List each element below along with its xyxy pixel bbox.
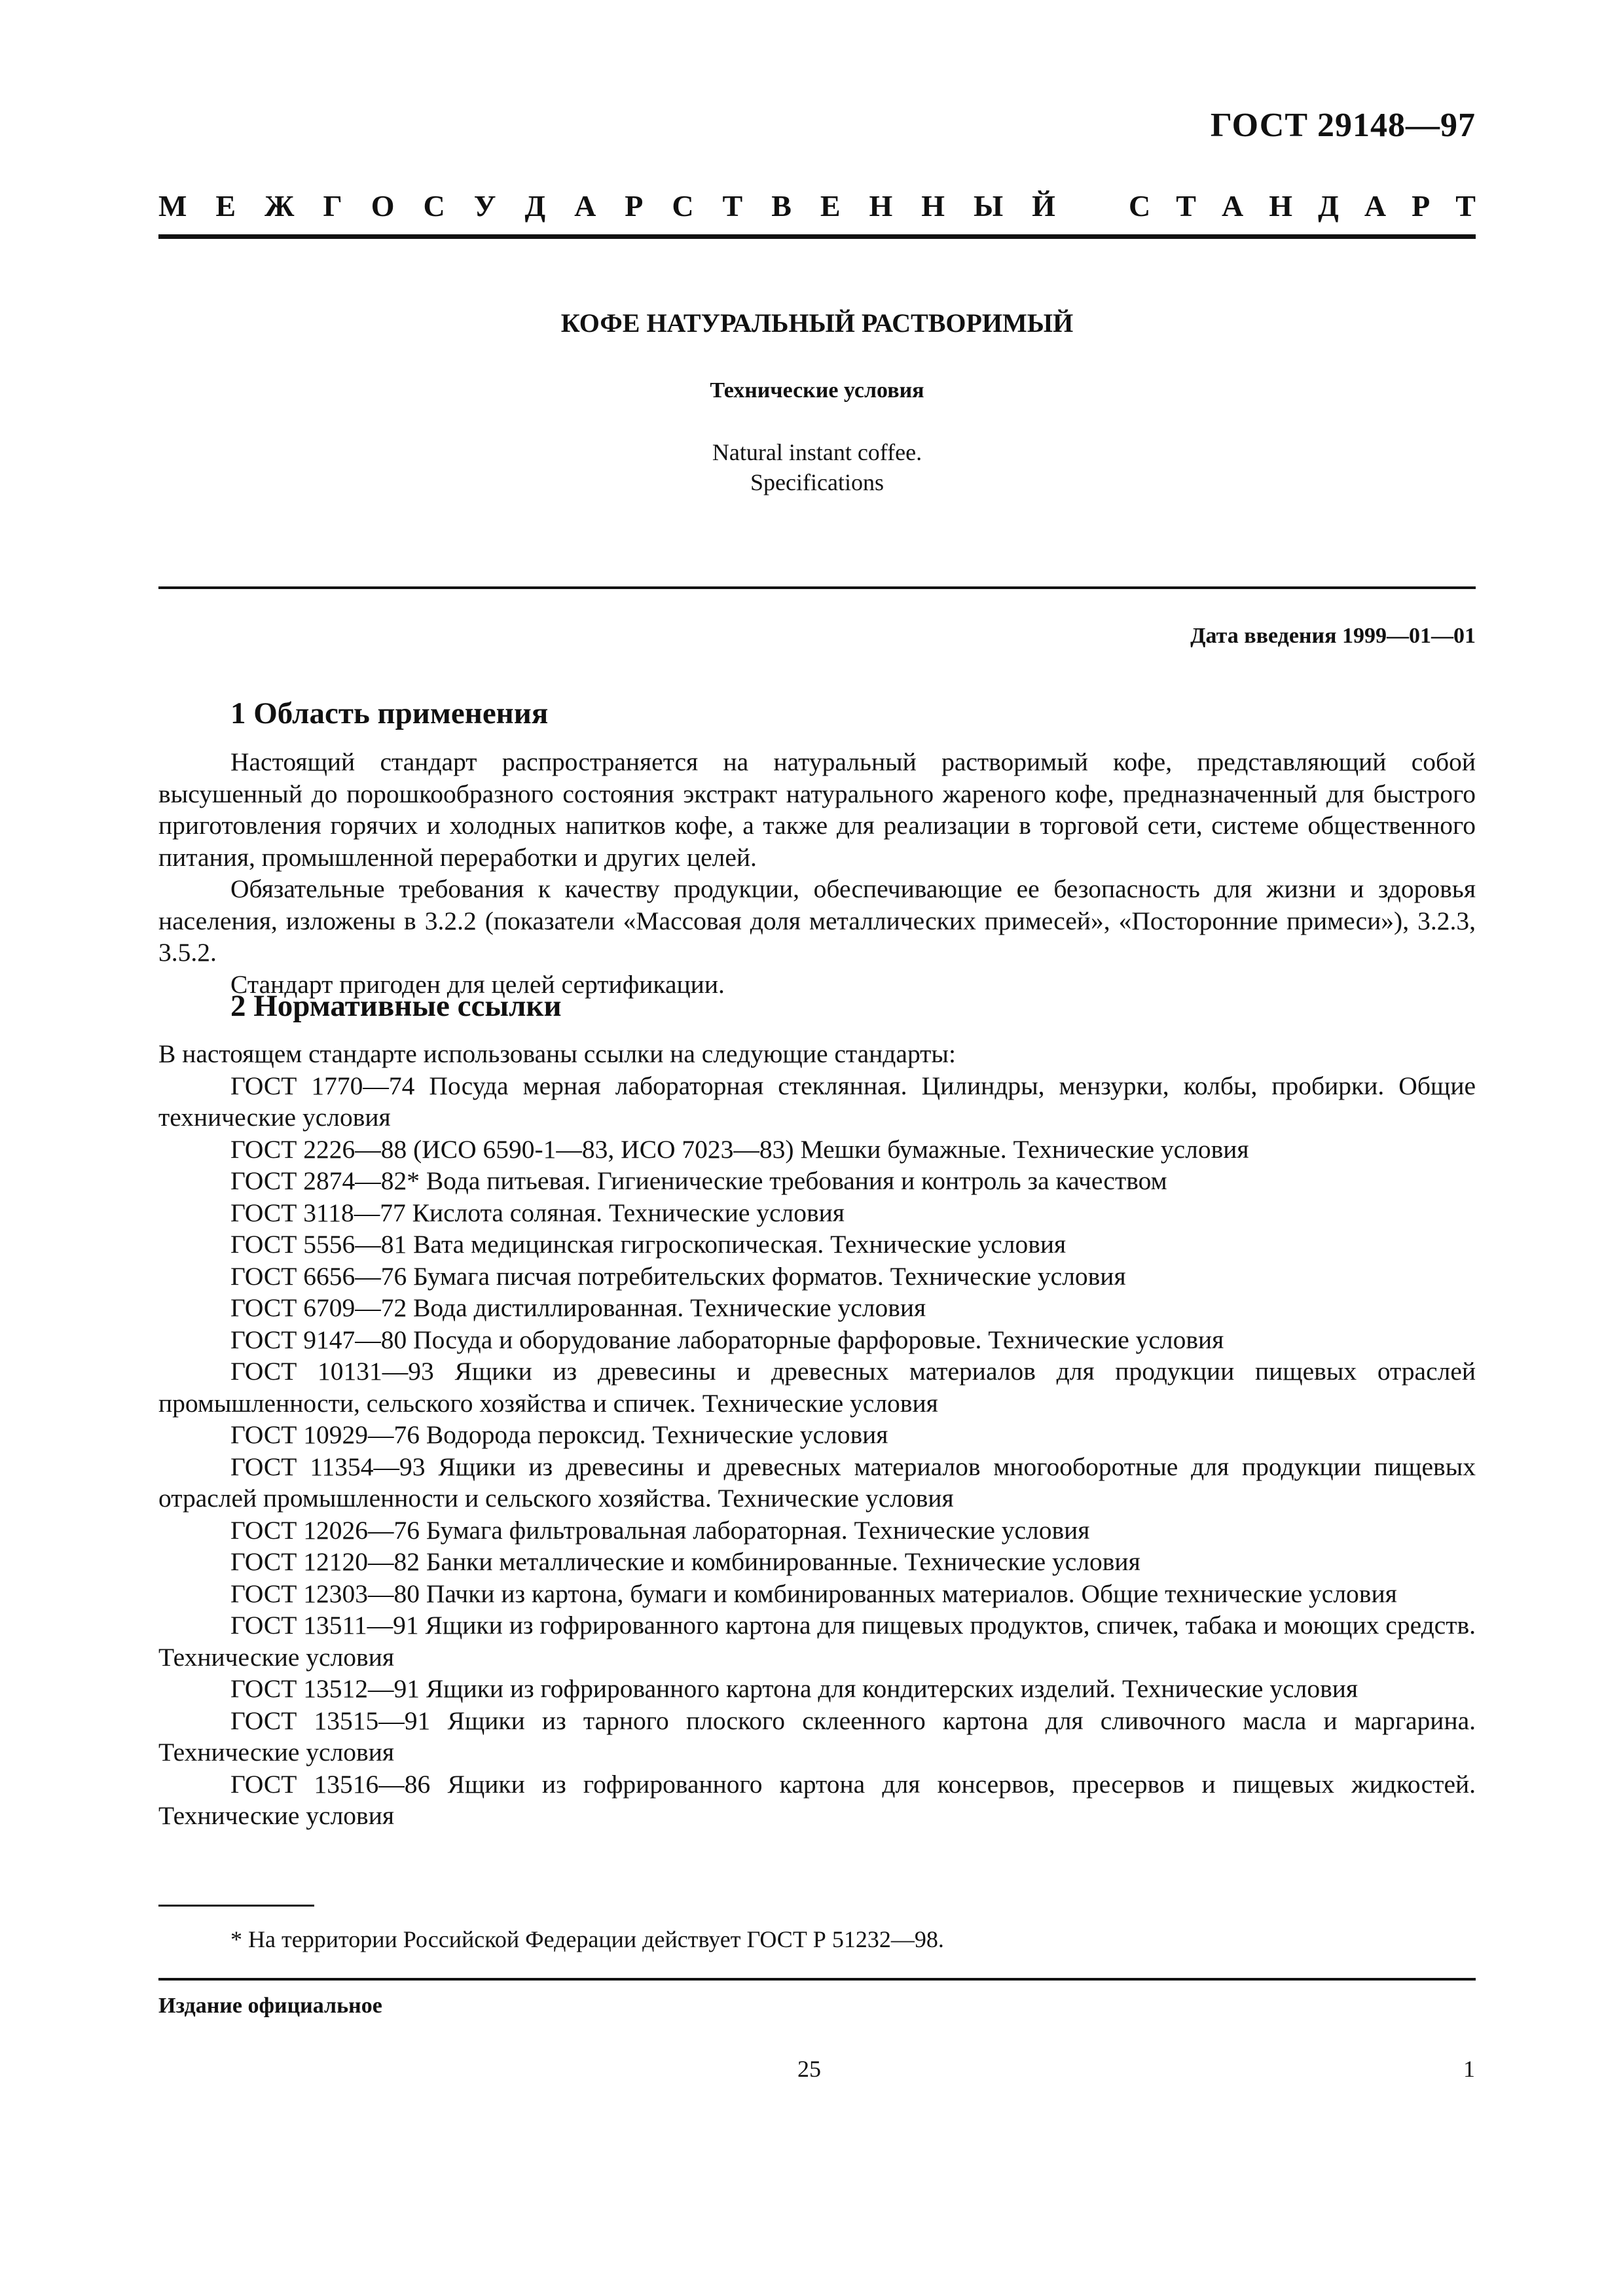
section-2-body <box>158 1038 1476 1832</box>
reference-item: ГОСТ 3118—77 Кислота соляная. Технические условия <box>230 1198 845 1227</box>
reference-item: ГОСТ 13516—86 Ящики из гофрированного картона для консервов, пресервов и пищевых жидкостей. Технические условия <box>158 1769 1476 1830</box>
interstate-standard-banner <box>158 188 1476 223</box>
reference-item: ГОСТ 12026—76 Бумага фильтровальная лабораторная. Технические условия <box>230 1515 1090 1545</box>
paragraph: Стандарт пригоден для целей сертификации. <box>230 969 725 999</box>
reference-item: ГОСТ 10929—76 Водорода пероксид. Технические условия <box>230 1420 888 1449</box>
banner-letter: Е <box>820 189 841 223</box>
banner-letter: А <box>1222 189 1244 223</box>
banner-letter: Н <box>921 189 945 223</box>
footer-rule <box>158 1978 1476 1981</box>
banner-letter: Т <box>1455 189 1476 223</box>
page-number-center: 25 <box>797 2056 821 2082</box>
title-rule <box>158 586 1476 589</box>
section-1-body <box>158 746 1476 1000</box>
document-title: КОФЕ НАТУРАЛЬНЫЙ РАСТВОРИМЫЙ <box>560 308 1074 338</box>
reference-item: ГОСТ 2226—88 (ИСО 6590-1—83, ИСО 7023—83) Мешки бумажные. Технические условия <box>230 1134 1249 1164</box>
reference-item: ГОСТ 1770—74 Посуда мерная лабораторная стеклянная. Цилиндры, мензурки, колбы, пробирки. Общие технические условия <box>158 1071 1476 1132</box>
paragraph: Настоящий стандарт распространяется на натуральный растворимый кофе, представляющий собой высушенный до порошкообразного состояния экстракт натурального жареного кофе, предназначенный для быстрого приготовления горячих и холодных напитков кофе, а также для реализации в торговой сети, системе общественного питания, промышленной переработки и других целей. <box>158 747 1476 872</box>
reference-item: ГОСТ 13512—91 Ящики из гофрированного картона для кондитерских изделий. Технические условия <box>230 1674 1359 1703</box>
banner-letter: Р <box>625 189 644 223</box>
reference-item: ГОСТ 6656—76 Бумага писчая потребительских форматов. Технические условия <box>230 1261 1126 1291</box>
banner-letter: Т <box>722 189 743 223</box>
reference-item: ГОСТ 6709—72 Вода дистиллированная. Технические условия <box>230 1293 926 1322</box>
banner-word-standard <box>1129 188 1476 223</box>
english-title-line: Natural instant coffee. <box>712 439 922 465</box>
introduction-date: Дата введения 1999—01—01 <box>1190 624 1476 648</box>
banner-letter: Д <box>524 189 546 223</box>
english-title <box>158 437 1476 497</box>
banner-letter: С <box>1129 189 1151 223</box>
banner-letter: Е <box>215 189 236 223</box>
page-number-right: 1 <box>1463 2056 1475 2082</box>
reference-item: ГОСТ 9147—80 Посуда и оборудование лабораторные фарфоровые. Технические условия <box>230 1325 1224 1354</box>
banner-letter: Д <box>1318 189 1339 223</box>
official-edition-label: Издание официальное <box>158 1994 382 2018</box>
header-rule <box>158 234 1476 239</box>
english-title-line: Specifications <box>750 469 884 495</box>
banner-letter: М <box>158 189 187 223</box>
banner-letter: Ы <box>974 189 1004 223</box>
footnote: * На территории Российской Федерации действует ГОСТ Р 51232—98. <box>230 1926 944 1952</box>
banner-letter: В <box>771 189 792 223</box>
banner-letter: Ж <box>264 189 295 223</box>
section-2-heading: 2 Нормативные ссылки <box>230 989 562 1023</box>
document-number: ГОСТ 29148—97 <box>1210 107 1476 144</box>
banner-letter: Й <box>1032 189 1055 223</box>
reference-item: ГОСТ 5556—81 Вата медицинская гигроскопическая. Технические условия <box>230 1230 1067 1259</box>
banner-letter: У <box>473 189 496 223</box>
banner-letter: О <box>371 189 395 223</box>
reference-item: ГОСТ 10131—93 Ящики из древесины и древесных материалов для продукции пищевых отраслей промышленности, сельского хозяйства и спичек. Технические условия <box>158 1357 1476 1418</box>
banner-letter: Г <box>323 189 342 223</box>
reference-item: ГОСТ 13515—91 Ящики из тарного плоского склеенного картона для сливочного масла и маргарина. Технические условия <box>158 1706 1476 1767</box>
reference-item: ГОСТ 2874—82* Вода питьевая. Гигиенические требования и контроль за качеством <box>230 1166 1167 1195</box>
banner-letter: С <box>672 189 694 223</box>
banner-letter: А <box>1364 189 1387 223</box>
section-1-heading: 1 Область применения <box>230 696 549 730</box>
paragraph: Обязательные требования к качеству продукции, обеспечивающие ее безопасность для жизни и здоровья населения, изложены в 3.2.2 (показатели «Массовая доля металлических примесей», «Посторонние примеси»), 3.2.3, 3.5.2. <box>158 874 1476 967</box>
reference-item: ГОСТ 13511—91 Ящики из гофрированного картона для пищевых продуктов, спичек, табака и моющих средств. Технические условия <box>158 1611 1476 1672</box>
reference-item: ГОСТ 12120—82 Банки металлические и комбинированные. Технические условия <box>230 1547 1140 1576</box>
reference-item: ГОСТ 11354—93 Ящики из древесины и древесных материалов многооборотные для продукции пищевых отраслей промышленности и сельского хозяйства. Технические условия <box>158 1452 1476 1513</box>
banner-letter: А <box>574 189 596 223</box>
banner-word-interstate <box>158 188 1055 223</box>
banner-letter: Т <box>1176 189 1196 223</box>
paragraph: В настоящем стандарте использованы ссылки на следующие стандарты: <box>158 1039 956 1068</box>
reference-item: ГОСТ 12303—80 Пачки из картона, бумаги и комбинированных материалов. Общие технические условия <box>230 1579 1397 1608</box>
document-subtitle: Технические условия <box>710 378 924 403</box>
banner-letter: Н <box>1269 189 1293 223</box>
banner-letter: Н <box>869 189 893 223</box>
footnote-rule <box>158 1905 314 1907</box>
banner-letter: С <box>423 189 445 223</box>
banner-letter: Р <box>1412 189 1431 223</box>
